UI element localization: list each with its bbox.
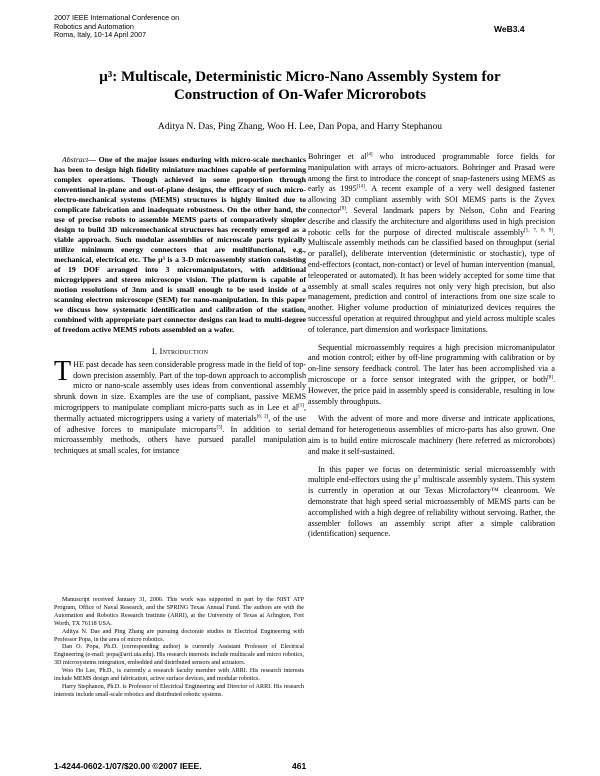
title-line1: μ³: Multiscale, Deterministic Micro-Nano Assembly System for [99, 69, 501, 85]
session-code: WeB3.4 [494, 24, 525, 34]
abstract-label: Abstract [62, 155, 89, 164]
body-text: . A recent example of a very well designed fastener allowing 3D compliant assembly with SOI MEMS parts is the Zyvex connector [308, 184, 555, 215]
body-paragraph-4 [308, 465, 555, 541]
conference-header [54, 14, 284, 40]
footnotes [54, 597, 304, 700]
right-column [308, 152, 555, 540]
citation-ref: [6, 2] [256, 414, 269, 420]
isbn-copyright: 1-4244-0602-1/07/$20.00 ©2007 IEEE. [54, 761, 202, 771]
body-text: Bohringer et al [308, 152, 367, 161]
section-heading-introduction: I. Introduction [151, 346, 209, 356]
page-number: 461 [292, 761, 307, 771]
conference-name-line2: Robotics and Automation [54, 21, 134, 31]
footnote-manuscript: Manuscript received January 31, 2006. This work was supported in part by the NIST ATP Program, Office of Naval Research, and the SPRING Texas Annual Fund. The authors are with the Automation and Robotics Research Institute (ARRI), at the University of Texas at Arlington, Fort Worth, TX 76118 USA. [54, 597, 304, 627]
body-text: In this paper we focus on deterministic serial microassembly with multiple end-effectors using the μ [308, 464, 555, 485]
body-paragraph-1 [308, 152, 555, 336]
intro-paragraph-1 [54, 355, 306, 457]
intro-text-c: , of the use of adhesive forces to manipulate microparts [54, 413, 306, 434]
body-text: . Several landmark papers by Nelson, Cohn and Fearing describe and classify the architecture and algorithms used in high precision robotic cells for the purpose of directed multiscale assembly [308, 205, 555, 237]
left-column [54, 155, 306, 457]
citation-ref: [5, 7, 8, 9] [524, 227, 553, 233]
intro-text-d: . In addition to serial microassembly methods, others have pursued parallel manipulation techniques at small scales, for instance [54, 424, 306, 456]
drop-cap: T [54, 355, 72, 387]
body-text: Sequential microassembly requires a high precision micromanipulator and motion control; either by off-line programming with calibration or by on-line sensory feedback control. The later has been accomplished via a microscope or a force sensor integrated with the gripper, or both [308, 342, 555, 384]
author-list: Aditya N. Das, Ping Zhang, Woo H. Lee, Dan Popa, and Harry Stephanou [157, 121, 443, 132]
footnote-lee: Woo Ho Lee, Ph.D., is currently a research faculty member with ARRI. His research interests include MEMS design and fabrication, active surface devices, and modular robotics. [54, 668, 304, 683]
footnote-popa: Dan O. Popa, Ph.D. (corresponding author) is currently Assistant Professor of Electrical Engineering (e-mail: popa@arri.uta.edu). His research interests include multiscale and micro robotics, 3D microsystems integration, embedded and distributed sensors and actuators. [54, 644, 304, 667]
citation-ref: [3] [216, 424, 223, 430]
abstract-text: One of the major issues enduring with micro-scale mechanics has been to design high fidelity miniature machines capable of performing complex operations. Though achieved in some proportion through conventional in-plane and out-of-plane designs, the efficacy of such micro-electro-mechanical systems (MEMS) structures is highly limited due to complicate fabrication and inadequate robustness. On the other hand, the use of precise robots to assemble MEMS parts of comparatively simpler design to build 3D micromechanical structures has recently emerged as a viable approach. Such modular assemblies of microscale parts typically utilize minimum energy connectors that are multifunctional, e.g., mechanical, electrical etc. The μ³ is a 3-D microassembly station consisting of 19 DOF arranged into 3 micromanipulators, with additional microgrippers and stereo microscope vision. The platform is capable of motion resolutions of 3nm and is small enough to be used inside of a scanning electron microscope (SEM) for nano-manipulation. In this paper we discuss how systematic identification and calibration of the station, combined with appropriate part connector designs can lead to multi-degree of freedom active MEMS robots assembled on a wafer. [54, 155, 307, 334]
body-text: . However, the price paid in assembly speed is considerable, resulting in low assembly throughputs. [308, 374, 555, 406]
intro-text-a: HE past decade has seen considerable progress made in the field of top-down precision assembly. Part of the top-down approach to accomplish micro or nano-scale assembly uses ideas from conventional assembly shrunk down in size. Examples are the use of compliant, passive MEMS microgrippers to manipulate compliant micro-parts such as in Lee et al [54, 359, 306, 412]
body-text: who introduced programmable force fields for manipulation with arrays of micro-actuators. Bohringer and Prasad were among the first to introduce the concept of snap-fasteners using MEMS as early as 1995 [308, 152, 555, 194]
paper-title [40, 69, 560, 104]
body-text: multiscale assembly system. This system is currently in operation at our Texas Microfactory™ cleanroom. We demonstrate that high speed serial microassembly of MEMS parts can be accomplished with a high degree of reliability without servoing. Rather, the assembler follows an assembly script after a simple calibration (identification) sequence. [308, 475, 555, 539]
intro-text-b: , thermally actuated microgrippers using a variety of materials [54, 402, 306, 423]
citation-ref: [1] [298, 403, 304, 409]
abstract [54, 155, 306, 335]
citation-ref: [8] [547, 375, 553, 381]
footnote-das-zhang: Aditya N. Das and Ping Zhang are pursuing doctorate studies in Electrical Engineering with Professor Popa, in the area of micro robotics. [54, 628, 304, 643]
citation-ref: [4] [366, 152, 373, 158]
conference-location: Roma, Italy, 10-14 April 2007 [54, 30, 147, 40]
abstract-dash: — [88, 155, 99, 164]
citation-ref: [14] [356, 184, 365, 190]
body-paragraph-2 [308, 343, 555, 408]
footnote-stephanou: Harry Stephanou, Ph.D. is Professor of Electrical Engineering and Director of ARRI. His research interests include small-scale robotics and distributed robotic systems. [54, 683, 304, 698]
body-paragraph-3: With the advent of more and more diverse and intricate applications, demand for heterogeneous assemblies of micro-parts has also grown. One aim is to build entire microscale machinery (here referred as microrobots) and make it self-sustained. [308, 414, 555, 456]
superscript: 3 [417, 475, 421, 481]
body-text: . Multiscale assembly methods can be classified based on throughput (serial or parallel), deliberate intervention (deterministic or stochastic), type of end-effectors (contact, non-contact) or level of human intervention (manual, teleoperated or automated). It has been widely accepted for some time that assembly at small scales requires not only very high precision, but also management, prediction and control of interactions from one size scale to another. Higher volume production of miniaturized devices requires the successful operation at required throughput and yield across multiple scales of tolerance, part dimension and workspace limitations. [308, 227, 555, 334]
title-line2: Construction of On-Wafer Microrobots [173, 86, 427, 103]
conference-name-line1: 2007 IEEE International Conference on [54, 13, 180, 22]
citation-ref: [8] [339, 206, 346, 212]
